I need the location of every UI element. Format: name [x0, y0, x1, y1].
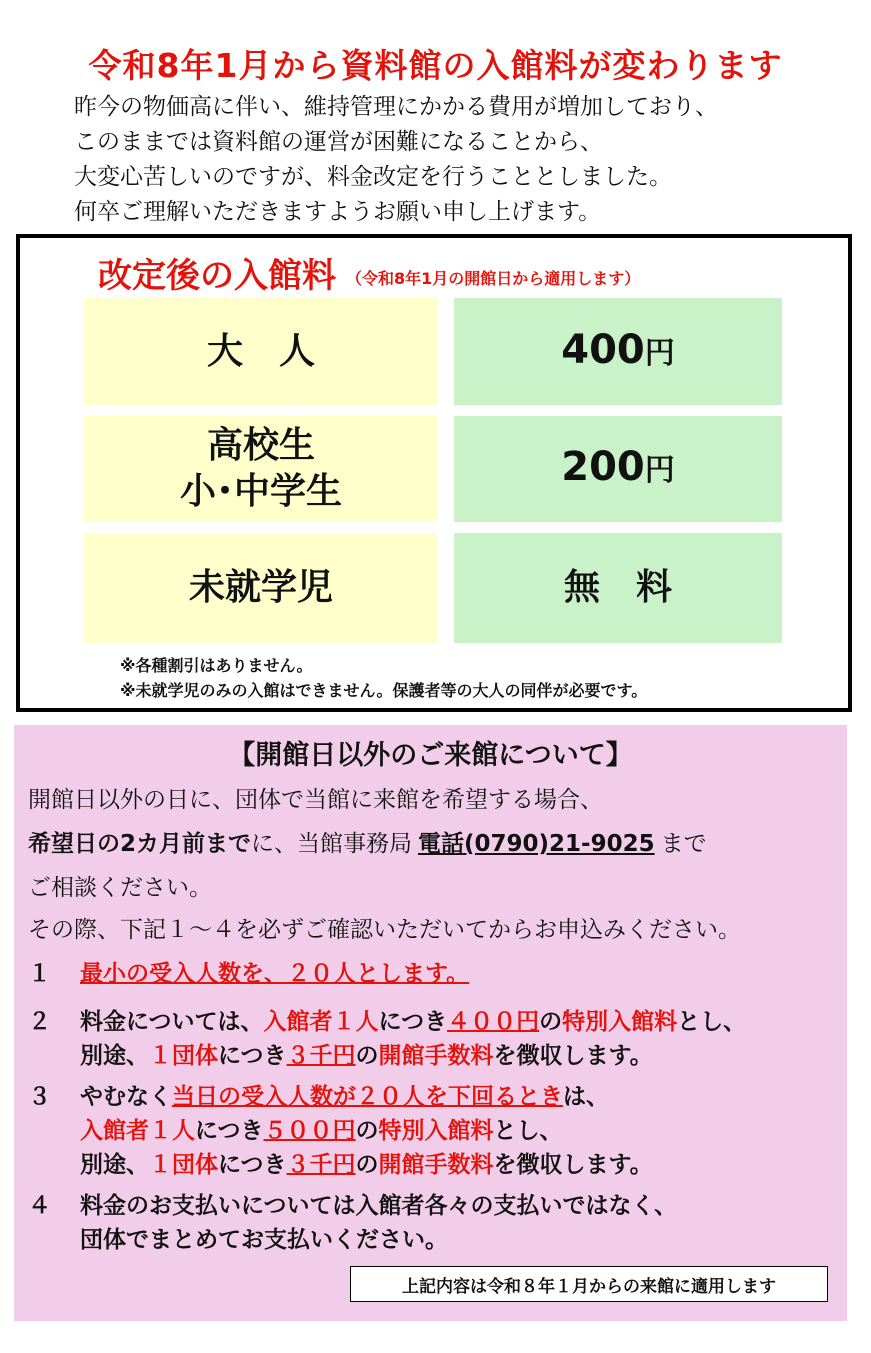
price-unit: 円 — [644, 335, 675, 371]
price-cell-preschool — [454, 533, 782, 643]
visit-text: まで — [660, 831, 707, 857]
rule-text: につき — [218, 1043, 287, 1069]
price-cell-adult — [454, 298, 782, 405]
fee-footnote: ※未就学児のみの入館はできません。保護者等の大人の同伴が必要です。 — [120, 681, 648, 700]
rule-number: ２ — [28, 1009, 51, 1035]
visit-line — [28, 825, 707, 858]
rule-text: １団体 — [149, 1043, 218, 1069]
intro-text — [74, 90, 854, 230]
rule-number: ３ — [28, 1084, 51, 1110]
rule-text: は、 — [563, 1084, 609, 1110]
intro-line: 昨今の物価高に伴い、維持管理にかかる費用が増加しており、 — [74, 94, 718, 120]
rule-text: とし、 — [493, 1118, 563, 1144]
rule-text: の — [539, 1009, 563, 1035]
rule-item-2 — [28, 1005, 746, 1073]
rule-text: 入館者１人 — [263, 1009, 379, 1035]
page-title: 令和8年1月から資料館の入館料が変わります — [88, 46, 783, 85]
rule-text: 団体でまとめてお支払いください。 — [80, 1227, 448, 1253]
rule-text: の — [355, 1152, 379, 1178]
rule-text: 料金については、 — [80, 1009, 264, 1035]
rule-text: 最小の受入人数を、２０人とします。 — [80, 961, 470, 987]
rule-text: につき — [218, 1152, 287, 1178]
rule-text: を徴収します。 — [493, 1043, 653, 1069]
rule-text: 特別入館料 — [378, 1118, 494, 1144]
category-label: 高校生 — [206, 425, 315, 466]
deadline-text: 希望日の2カ月前まで — [28, 831, 252, 857]
rule-text: 入館者１人 — [80, 1118, 195, 1144]
rule-text: 開館手数料 — [378, 1152, 494, 1178]
rule-text: ３千円 — [286, 1152, 356, 1178]
fee-applicable-note: （令和8年1月の開館日から適用します） — [346, 269, 641, 288]
rule-item-4 — [28, 1189, 677, 1257]
category-label: 大 人 — [206, 330, 315, 372]
rule-text: の — [355, 1118, 379, 1144]
rule-text: 特別入館料 — [562, 1009, 678, 1035]
rule-text: ４００円 — [447, 1009, 540, 1035]
fee-footnote: ※各種割引はありません。 — [120, 656, 313, 675]
visit-line: 開館日以外の日に、団体で当館に来館を希望する場合、 — [28, 787, 603, 813]
rule-text: ５００円 — [263, 1118, 356, 1144]
rule-text: やむなく — [80, 1084, 172, 1110]
category-label: 小･中学生 — [179, 471, 342, 512]
rule-text: につき — [195, 1118, 264, 1144]
intro-line: 何卒ご理解いただきますようお願い申し上げます。 — [74, 199, 602, 225]
fee-heading-text: 改定後の入館料 — [98, 256, 336, 296]
rule-text: １団体 — [149, 1152, 218, 1178]
visit-line: その際、下記１～４を必ずご確認いただいてからお申込みください。 — [28, 917, 741, 943]
rule-text: 料金のお支払いについては入館者各々の支払いではなく、 — [80, 1193, 678, 1219]
price-cell-students — [454, 416, 782, 522]
price-amount: 200 — [561, 444, 645, 490]
fee-table-box — [16, 234, 852, 712]
rule-number: １ — [28, 961, 51, 987]
visit-line: ご相談ください。 — [28, 875, 212, 901]
price-amount: 400 — [561, 326, 645, 373]
rule-text: を徴収します。 — [493, 1152, 653, 1178]
intro-line: 大変心苦しいのですが、料金改定を行うこととしました。 — [74, 164, 672, 190]
rule-number: ４ — [28, 1193, 51, 1219]
category-cell-adult — [84, 298, 438, 405]
rule-text: とし、 — [677, 1009, 747, 1035]
applicability-note: 上記内容は令和８年１月からの来館に適用します — [350, 1266, 828, 1302]
fee-heading — [98, 248, 640, 297]
rule-item-1 — [28, 957, 469, 991]
rule-text: 当日の受入人数が２０人を下回るとき — [172, 1084, 563, 1110]
rule-text: 別途、 — [80, 1152, 149, 1178]
section-title: 【開館日以外のご来館について】 — [228, 740, 633, 771]
category-label: 未就学児 — [188, 567, 333, 608]
visit-text: に、当館事務局 — [251, 831, 413, 857]
rule-item-3 — [28, 1080, 653, 1182]
price-unit: 円 — [644, 453, 675, 488]
group-visit-section — [14, 725, 847, 1321]
rule-text: につき — [378, 1009, 448, 1035]
rule-text: 別途、 — [80, 1043, 149, 1069]
price-free: 無 料 — [563, 567, 672, 608]
rule-text: の — [355, 1043, 379, 1069]
rule-text: ３千円 — [286, 1043, 356, 1069]
category-cell-students — [84, 416, 438, 522]
rule-text: 開館手数料 — [378, 1043, 494, 1069]
category-cell-preschool — [84, 533, 438, 643]
intro-line: このままでは資料館の運営が困難になることから、 — [74, 129, 603, 155]
phone-number: 電話(0790)21-9025 — [418, 831, 655, 857]
